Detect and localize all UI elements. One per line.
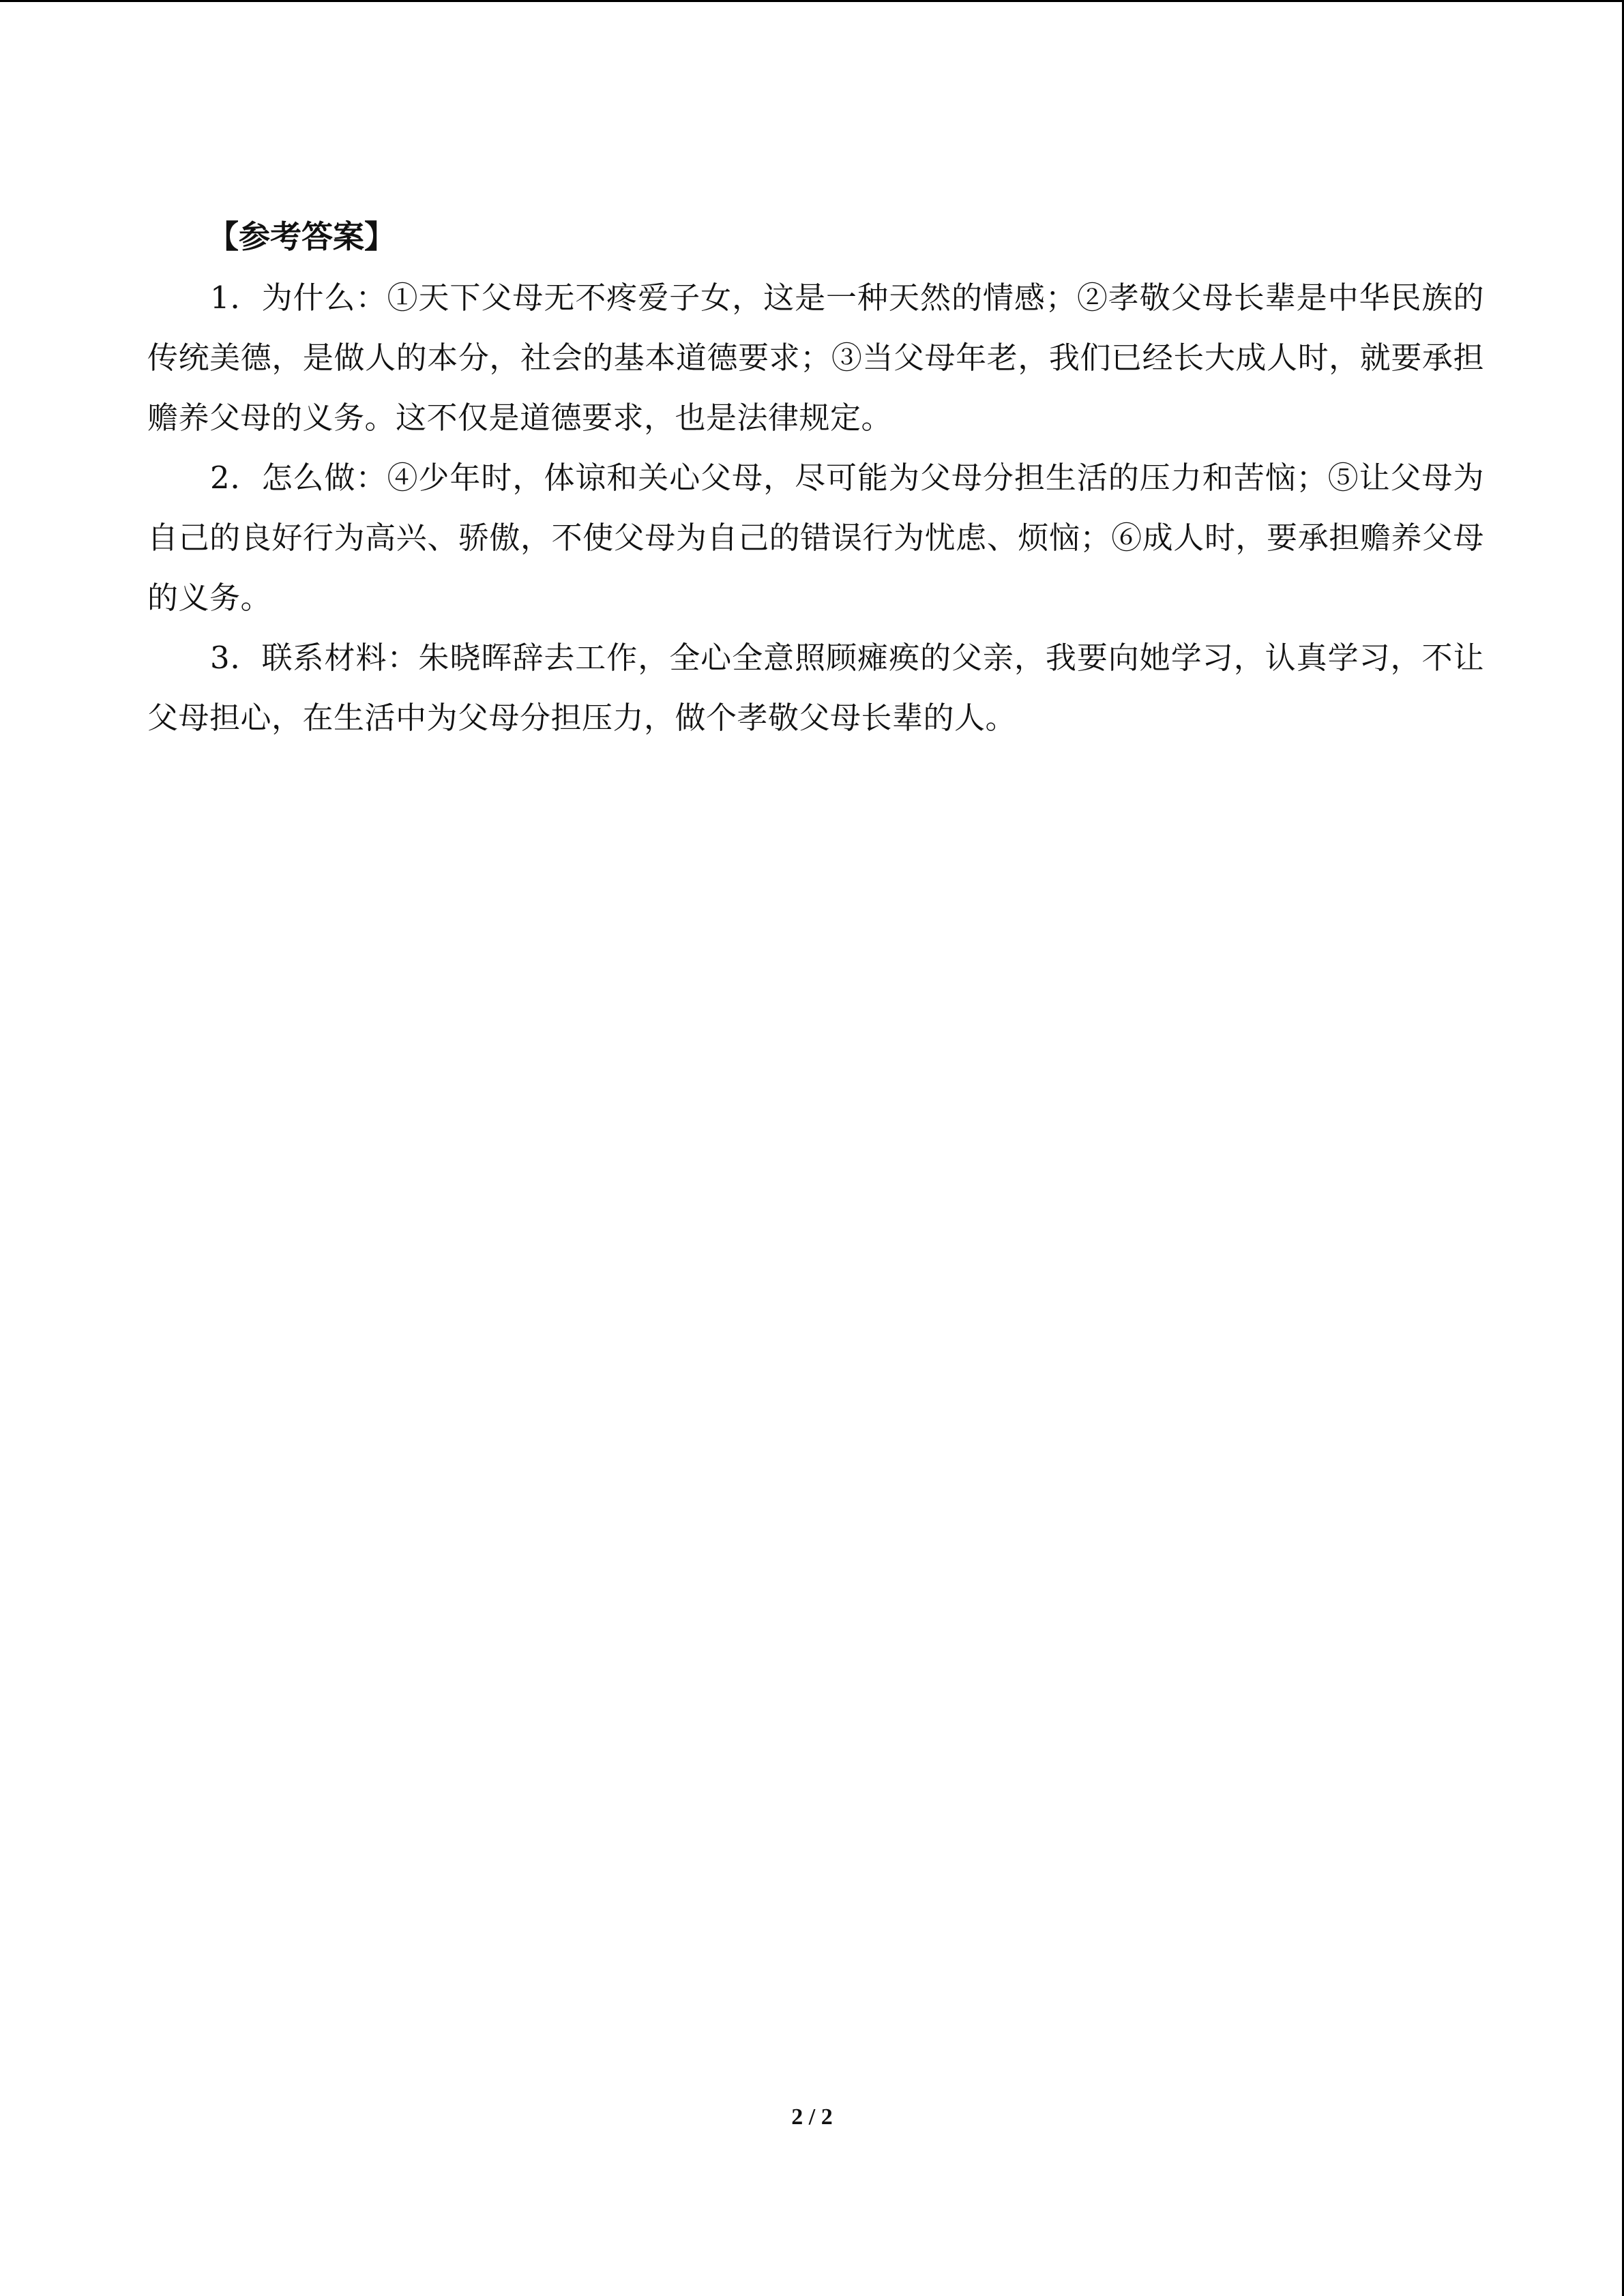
answer-paragraph-material: 3．联系材料：朱晓晖辞去工作，全心全意照顾瘫痪的父亲，我要向她学习，认真学习，不让父母担心，在生活中为父母分担压力，做个孝敬父母长辈的人。 — [147, 640, 1484, 736]
answer-heading: 【参考答案】 — [207, 218, 396, 255]
page-number: 2 / 2 — [791, 2104, 833, 2130]
answer-paragraph-how: 2．怎么做：④少年时，体谅和关心父母，尽可能为父母分担生活的压力和苦恼；⑤让父母为自己的良好行为高兴、骄傲，不使父母为自己的错误行为忧虑、烦恼；⑥成人时，要承担赡养父母的义务。 — [147, 460, 1484, 616]
answer-paragraph-why: 1．为什么：①天下父母无不疼爱子女，这是一种天然的情感；②孝敬父母长辈是中华民族的传统美德，是做人的本分，社会的基本道德要求；③当父母年老，我们已经长大成人时，就要承担赡养父母的义务。这不仅是道德要求，也是法律规定。 — [147, 280, 1484, 436]
